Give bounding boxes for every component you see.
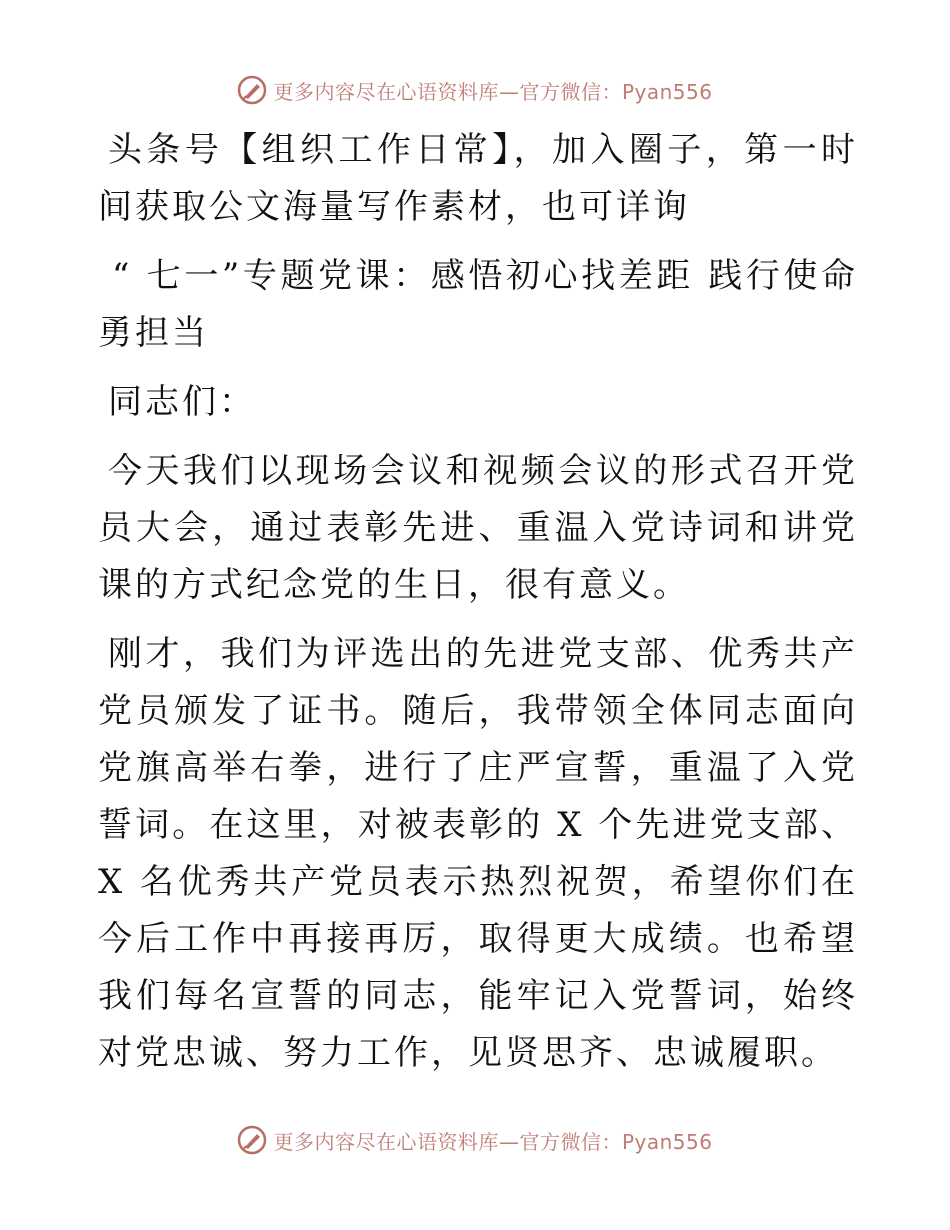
document-body: [98, 122, 858, 1094]
pen-logo-icon: [237, 1125, 267, 1155]
header-watermark: [0, 70, 950, 110]
watermark-text: 更多内容尽在心语资料库—官方微信：Pyan556: [273, 1129, 713, 1154]
body-paragraph: 刚才，我们为评选出的先进党支部、优秀共产党员颁发了证书。随后，我带领全体同志面向党旗高举右拳，进行了庄严宣誓，重温了入党誓词。在这里，对被表彰的 X 个先进党支部、X 名优秀共产党员表示热烈祝贺，希望你们在今后工作中再接再厉，取得更大成绩。也希望我们每名宣誓的同志，能牢记入党誓词，始终对党忠诚、努力工作，见贤思齐、忠诚履职。: [98, 634, 858, 1073]
watermark-text: 更多内容尽在心语资料库—官方微信：Pyan556: [273, 79, 713, 104]
body-paragraph: 今天我们以现场会议和视频会议的形式召开党员大会，通过表彰先进、重温入党诗词和讲党课的方式纪念党的生日，很有意义。: [98, 451, 858, 605]
intro-paragraph: 头条号【组织工作日常】，加入圈子，第一时间获取公文海量写作素材，也可详询: [98, 130, 858, 227]
footer-watermark: [0, 1120, 950, 1160]
salutation: 同志们：: [108, 382, 256, 422]
lecture-title: “ 七一”专题党课：感悟初心找差距 践行使命勇担当: [98, 256, 858, 353]
pen-logo-icon: [237, 75, 267, 105]
